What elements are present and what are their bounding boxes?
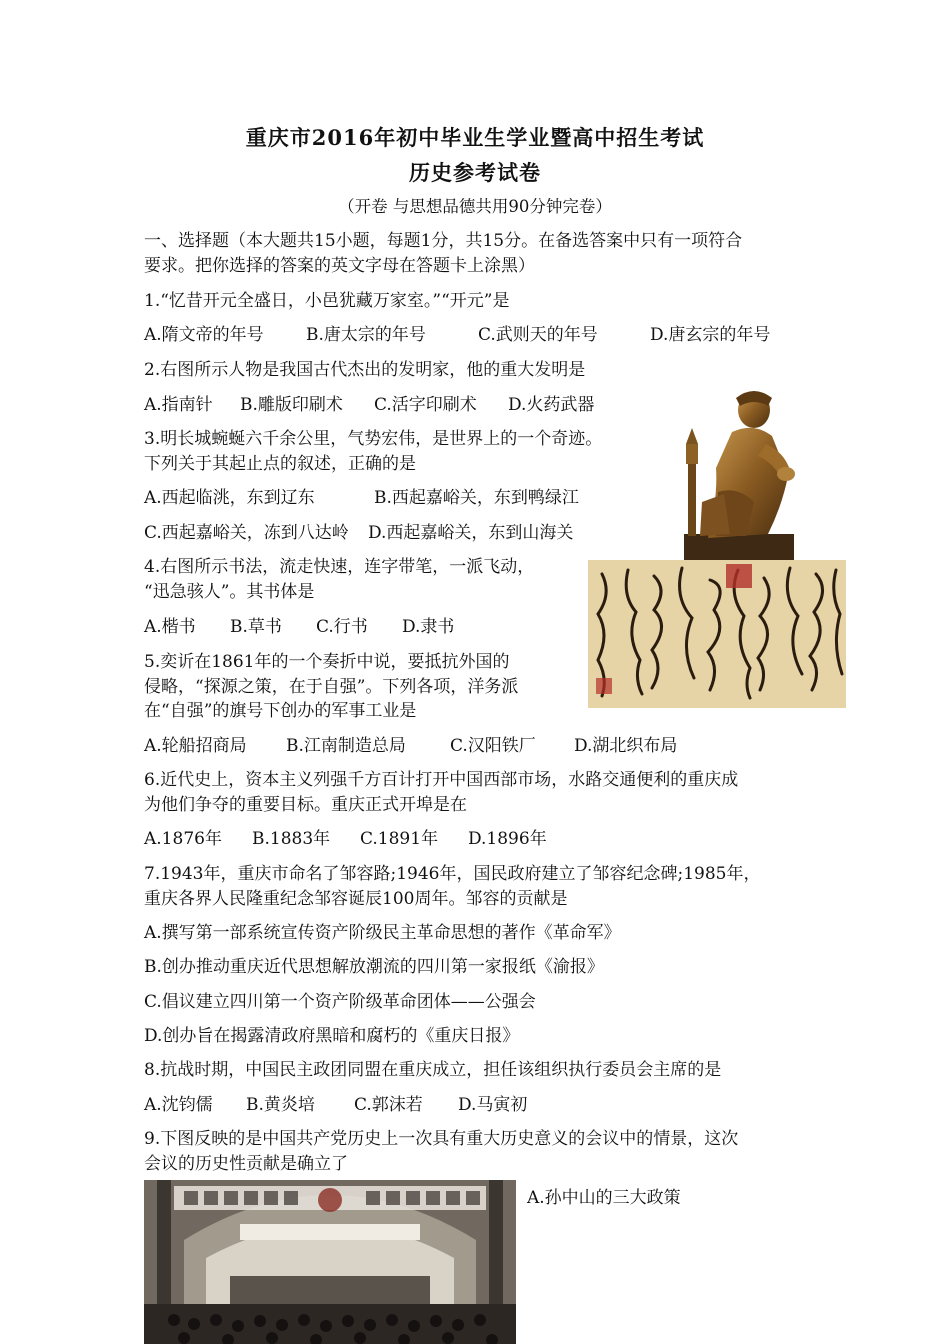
q7-option-d: D.创办旨在揭露清政府黑暗和腐朽的《重庆日报》 (144, 1026, 520, 1046)
section-intro-line-2: 要求。把你选择的答案的英文字母在答题卡上涂黑） (144, 256, 535, 276)
q2-options (144, 393, 594, 417)
q1-option-a: A.隋文帝的年号 (144, 325, 264, 345)
q5-stem-line-1: 5.奕䜣在1861年的一个奏折中说，要抵抗外国的 (144, 652, 510, 672)
q9-stem-line-2: 会议的历史性贡献是确立了 (144, 1154, 348, 1174)
q9-option-a: A.孙中山的三大政策 (527, 1188, 681, 1208)
q3-options-row-1 (144, 486, 579, 510)
q5-option-b: B.江南制造总局 (286, 736, 406, 756)
q4-stem-line-2: “迅急骇人”。其书体是 (144, 582, 315, 602)
q6-option-d: D.1896年 (468, 829, 547, 849)
q3-stem-line-1: 3.明长城蜿蜒六千余公里，气势宏伟，是世界上的一个奇迹。 (144, 429, 603, 449)
q5-option-c: C.汉阳铁厂 (450, 736, 536, 756)
cursive-calligraphy-figure (588, 560, 846, 708)
exam-title: 重庆市2016年初中毕业生学业暨高中招生考试 (245, 125, 705, 150)
q1-stem: 1.“忆昔开元全盛日，小邑犹藏万家室。”“开元”是 (144, 291, 510, 311)
q6-stem-line-1: 6.近代史上，资本主义列强千方百计打开中国西部市场，水路交通便利的重庆成 (144, 770, 739, 790)
q4-stem-line-1: 4.右图所示书法，流走快速，连字带笔，一派飞动， (144, 557, 535, 577)
q7-stem-line-2: 重庆各界人民隆重纪念邹容诞辰100周年。邹容的贡献是 (144, 889, 568, 909)
q4-option-d: D.隶书 (402, 617, 455, 637)
q2-stem: 2.右图所示人物是我国古代杰出的发明家，他的重大发明是 (144, 360, 586, 380)
bronze-statue-figure (662, 384, 812, 560)
q6-option-c: C.1891年 (360, 829, 439, 849)
q3-option-b: B.西起嘉峪关，东到鸭绿江 (374, 488, 579, 508)
party-congress-meeting-photo (144, 1180, 516, 1344)
q6-options (144, 827, 547, 851)
q8-options (144, 1093, 527, 1117)
q2-option-b: B.雕版印刷术 (240, 395, 343, 415)
q4-option-a: A.楷书 (144, 617, 196, 637)
q4-option-c: C.行书 (316, 617, 368, 637)
exam-subtitle: （开卷 与思想品德共用90分钟完卷） (338, 197, 612, 216)
exam-subject-title: 历史参考试卷 (409, 160, 541, 185)
q4-option-b: B.草书 (230, 617, 282, 637)
q7-option-a: A.撰写第一部系统宣传资产阶级民主革命思想的著作《革命军》 (144, 923, 621, 943)
q9-stem-line-1: 9.下图反映的是中国共产党历史上一次具有重大历史意义的会议中的情景，这次 (144, 1129, 739, 1149)
q3-option-a: A.西起临洮，东到辽东 (144, 488, 315, 508)
q5-option-a: A.轮船招商局 (144, 736, 247, 756)
q7-option-b: B.创办推动重庆近代思想解放潮流的四川第一家报纸《渝报》 (144, 957, 604, 977)
q1-option-b: B.唐太宗的年号 (306, 325, 426, 345)
q5-options (144, 734, 677, 758)
q8-option-c: C.郭沫若 (354, 1095, 423, 1115)
q6-option-a: A.1876年 (144, 829, 222, 849)
q3-options-row-2 (144, 521, 573, 545)
q3-option-c: C.西起嘉峪关，冻到八达岭 (144, 523, 349, 543)
q1-option-c: C.武则天的年号 (478, 325, 598, 345)
q5-stem-line-2: 侵略，“探源之策，在于自强”。下列各项，洋务派 (144, 677, 519, 697)
q5-option-d: D.湖北织布局 (574, 736, 678, 756)
q8-option-d: D.马寅初 (458, 1095, 528, 1115)
q7-option-c: C.倡议建立四川第一个资产阶级革命团体——公强会 (144, 992, 536, 1012)
section-intro-line-1: 一、选择题（本大题共15小题，每题1分，共15分。在备选答案中只有一项符合 (144, 231, 743, 251)
q1-option-d: D.唐玄宗的年号 (650, 325, 771, 345)
q8-stem: 8.抗战时期，中国民主政团同盟在重庆成立，担任该组织执行委员会主席的是 (144, 1060, 722, 1080)
q8-option-b: B.黄炎培 (246, 1095, 315, 1115)
q4-options (144, 615, 454, 639)
q6-stem-line-2: 为他们争夺的重要目标。重庆正式开埠是在 (144, 795, 467, 815)
q5-stem-line-3: 在“自强”的旗号下创办的军事工业是 (144, 701, 417, 721)
q3-option-d: D.西起嘉峪关，东到山海关 (368, 523, 574, 543)
q2-option-a: A.指南针 (144, 395, 213, 415)
q8-option-a: A.沈钧儒 (144, 1095, 213, 1115)
q2-option-c: C.活字印刷术 (374, 395, 477, 415)
q2-option-d: D.火药武器 (508, 395, 595, 415)
q7-stem-line-1: 7.1943年，重庆市命名了邹容路;1946年，国民政府建立了邹容纪念碑;1985年， (144, 864, 761, 884)
q6-option-b: B.1883年 (252, 829, 331, 849)
q1-options (144, 323, 770, 347)
q3-stem-line-2: 下列关于其起止点的叙述，正确的是 (144, 454, 416, 474)
